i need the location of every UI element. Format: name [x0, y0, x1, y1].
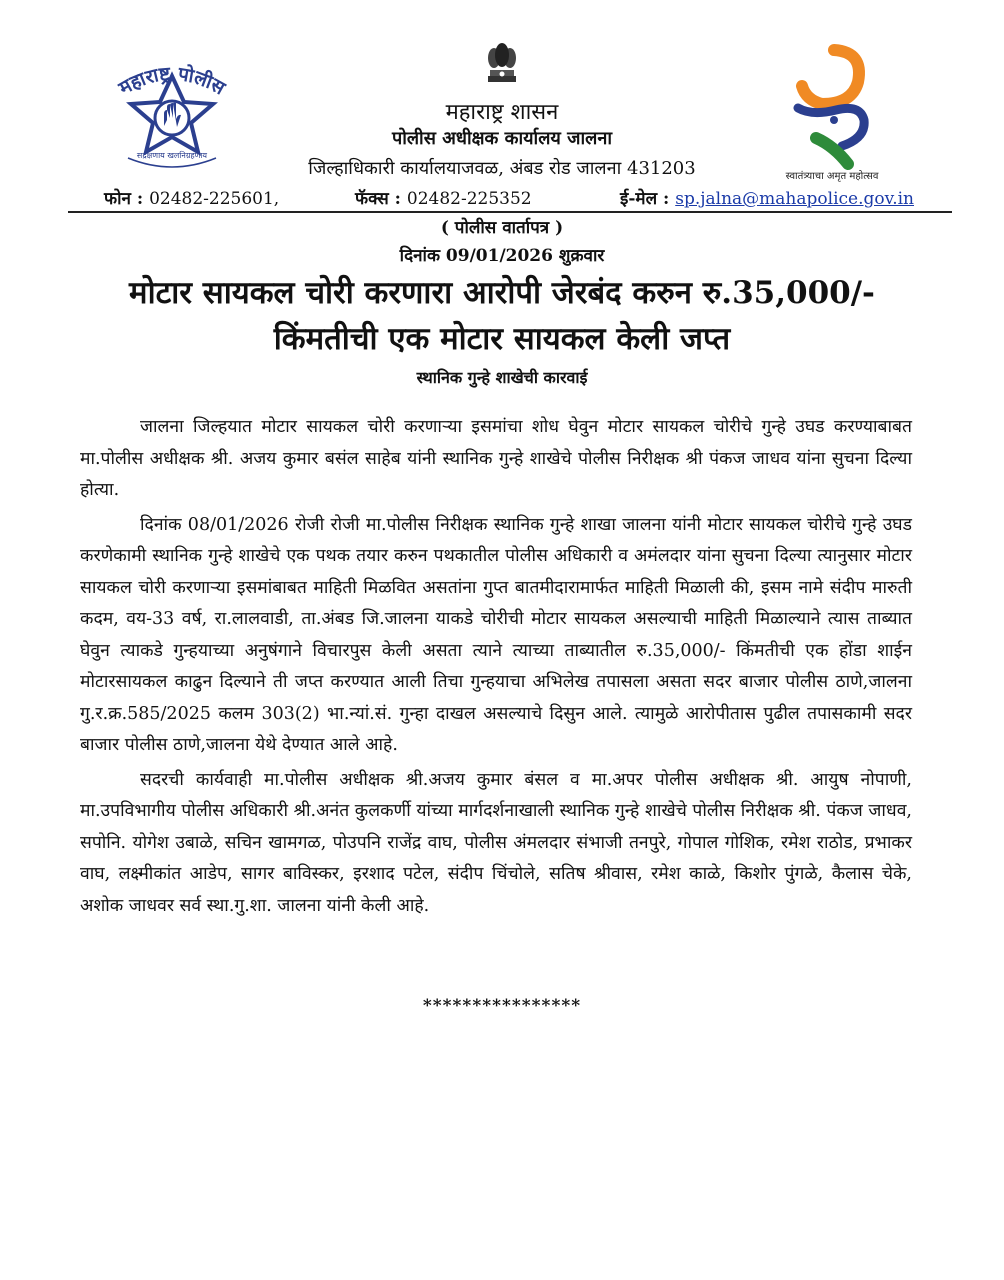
mahotsav-caption: स्वातंत्र्याचा अमृत महोत्सव — [785, 171, 879, 182]
email-label: ई-मेल — [620, 189, 658, 209]
logo-text-top: महाराष्ट्र पोलीस — [115, 62, 229, 100]
office-name: पोलीस अधीक्षक कार्यालय जालना — [391, 128, 613, 149]
government-title: महाराष्ट्र शासन — [445, 100, 559, 125]
email-line: ई-मेल : sp.jalna@mahapolice.gov.in — [620, 189, 914, 209]
logo-text-bottom: सद्रक्षणाय खलनिग्रहणाय — [136, 151, 208, 160]
document-type: ( पोलीस वार्तापत्र ) — [440, 218, 564, 238]
headline-line-1: मोटार सायकल चोरी करणारा आरोपी जेरबंद करुन रु.35,000/- — [129, 275, 875, 311]
fax-number: 02482-225352 — [406, 189, 532, 209]
headline-line-2: किंमतीची एक मोटार सायकल केली जप्त — [273, 321, 731, 357]
fax-label: फॅक्स — [355, 189, 389, 209]
paragraph-2: दिनांक 08/01/2026 रोजी रोजी मा.पोलीस निरीक्षक स्थानिक गुन्हे शाखा जालना यांनी मोटार सायकल चोरीचे गुन्हे उघड करणेकामी स्थानिक गुन्हे शाखेचे एक पथक तयार करुन पथकातील पोलीस अधिकारी व अमंलदार यांना सुचना दिल्या त्यानुसार मोटार सायकल चोरी करणाऱ्या इसमांबाबत माहिती मिळवित असतांना गुप्त बातमीदारामार्फत माहिती मिळाली की, इसम नामे संदीप मारुती कदम, वय-33 वर्ष, रा.लालवाडी, ता.अंबड जि.जालना याकडे चोरीची मोटार सायकल असल्याची माहिती मिळाल्याने त्यास ताब्यात घेवुन त्याकडे गुन्हयाच्या अनुषंगाने विचारपुस केली असता त्याने त्याच्या ताब्यातील रु.35,000/- किंमतीची एक होंडा शाईन मोटारसायकल काढुन दिल्याने ती जप्त करण्यात आली तिचा गुन्हयाचा अभिलेख तपासला असता सदर बाजार पोलीस ठाणे,जालना गु.र.क्र.585/2025 कलम 303(2) भा.न्यां.सं. गुन्हा दाखल असल्याचे दिसुन आले. त्यामुळे आरोपीतास पुढील तपासकामी सदर बाजार पोलीस ठाणे,जालना येथे देण्यात आले आहे. — [80, 514, 912, 755]
fax-line: फॅक्स : 02482-225352 — [355, 189, 532, 209]
headline — [0, 270, 1004, 362]
body-text — [80, 412, 912, 925]
end-mark: **************** — [422, 996, 582, 1016]
office-address: जिल्हाधिकारी कार्यालयाजवळ, अंबड रोड जालना 431203 — [308, 158, 696, 179]
paragraph-1: जालना जिल्हयात मोटार सायकल चोरी करणाऱ्या इसमांचा शोध घेवुन मोटार सायकल चोरीचे गुन्हे उघड करण्याबाबत मा.पोलीस अधीक्षक श्री. अजय कुमार बसंल साहेब यांनी स्थानिक गुन्हे शाखेचे पोलीस निरीक्षक श्री पंकज जाधव यांना सुचना दिल्या होत्या. — [80, 417, 912, 500]
subheading: स्थानिक गुन्हे शाखेची कारवाई — [416, 368, 588, 387]
svg-text:महाराष्ट्र पोलीस — [114, 62, 230, 100]
header-divider — [68, 211, 952, 213]
document-date: दिनांक 09/01/2026 शुक्रवार — [399, 246, 605, 266]
phone-label: फोन — [104, 189, 131, 209]
paragraph-3: सदरची कार्यवाही मा.पोलीस अधीक्षक श्री.अजय कुमार बंसल व मा.अपर पोलीस अधीक्षक श्री. आयुष नोपाणी, मा.उपविभागीय पोलीस अधिकारी श्री.अनंत कुलकर्णी यांच्या मार्गदर्शनाखाली स्थानिक गुन्हे शाखेचे पोलीस निरीक्षक श्री. पंकज जाधव, सपोनि. योगेश उबाळे, सचिन खामगळ, पोउपनि राजेंद्र वाघ, पोलीस अंमलदार संभाजी तनपुरे, गोपाल गोशिक, रमेश राठोड, प्रभाकर वाघ, लक्ष्मीकांत आडेप, सागर बाविस्कर, इरशाद पटेल, संदीप चिंचोले, सतिष श्रीवास, रमेश काळे, किशोर पुंगळे, कैलास चेके, अशोक जाधवर सर्व स्था.गु.शा. जालना यांनी केली आहे. — [80, 769, 912, 916]
email-link[interactable]: sp.jalna@mahapolice.gov.in — [675, 189, 914, 209]
phone-number: 02482-225601, — [149, 189, 280, 209]
phone-line: फोन : 02482-225601, — [104, 189, 280, 209]
national-emblem-icon — [478, 38, 526, 86]
